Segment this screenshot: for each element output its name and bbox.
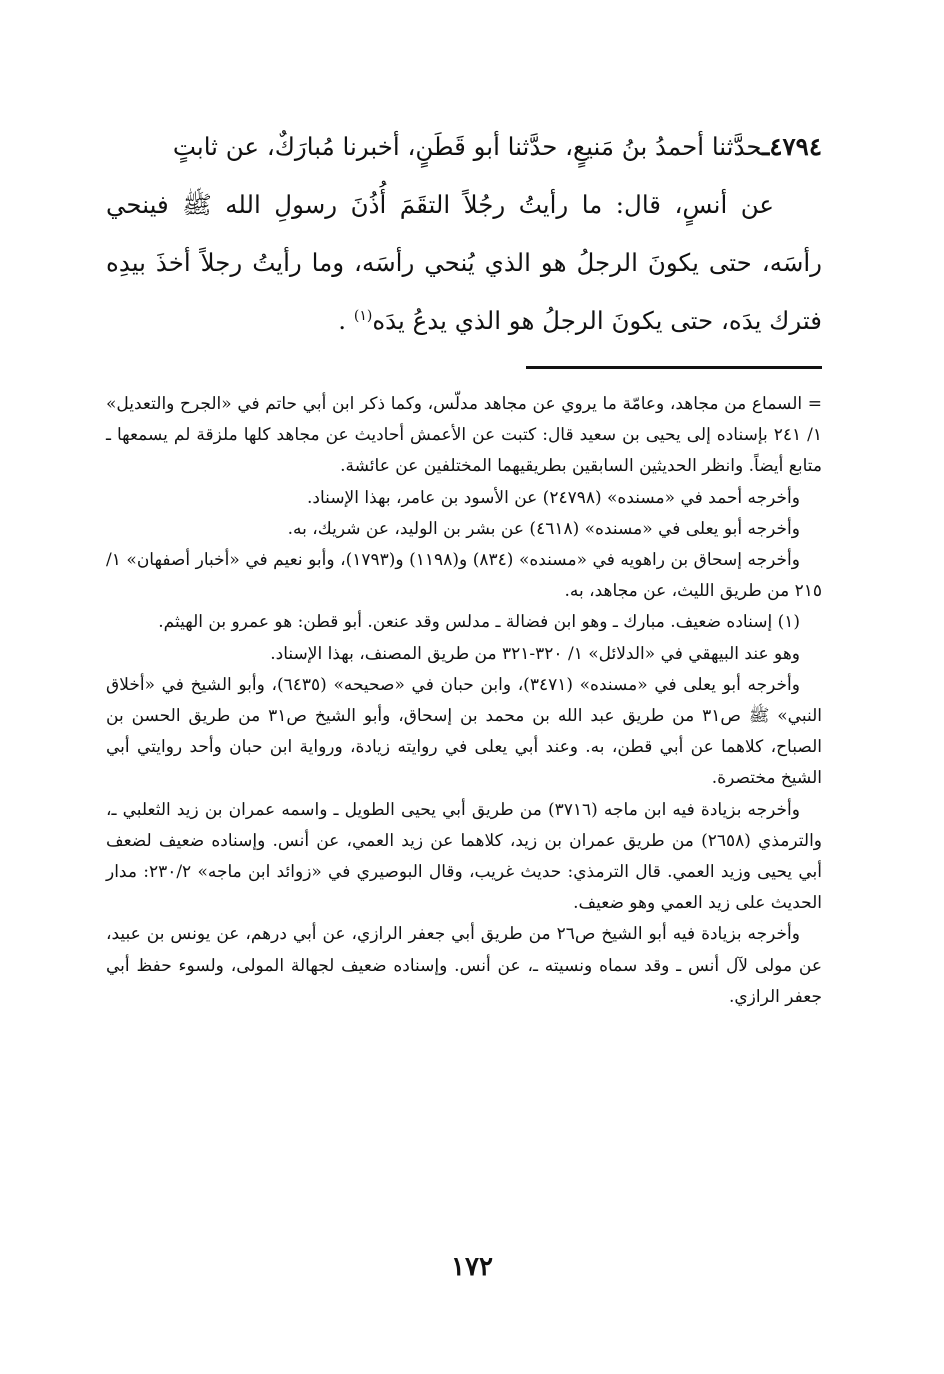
hadith-block xyxy=(106,118,822,350)
hadith-end-mark: . xyxy=(338,306,354,335)
book-page xyxy=(106,118,822,1013)
footnote-paragraph: وأخرجه أبو يعلى في «مسنده» (٤٦١٨) عن بشر بن الوليد، عن شريك، به. xyxy=(287,518,800,539)
hadith-isnad-line xyxy=(106,118,822,176)
hadith-isnad-text: حدَّثنا أحمدُ بنُ مَنيعٍ، حدَّثنا أبو قَطَنٍ، أخبرنا مُبارَكٌ، عن ثابتٍ xyxy=(172,132,763,161)
footnote-reference: (١) xyxy=(353,307,373,324)
footnote-paragraph: وأخرجه بزيادة فيه أبو الشيخ ص٢٦ من طريق أبي جعفر الرازي، عن أبي درهم، عن يونس بن عبيد، عن مولى لآل أنس ـ وقد سماه ونسيته ـ، عن أنس. وإسناده ضعيف لجهالة المولى، ولسوء حفظ أبي جعفر الرازي. xyxy=(106,924,822,1007)
footnote-paragraph: وأخرجه أبو يعلى في «مسنده» (٣٤٧١)، وابن حبان في «صحيحه» (٦٤٣٥)، وأبو الشيخ في «أخلاق النبي» ﷺ ص٣١ من طريق عبد الله بن محمد بن إسحاق، وأبو الشيخ ص٣١ من طريق الحسن بن الصباح، كلاهما عن أبي قطن، به. وعند أبي يعلى في روايته زيادة، ورواية ابن حبان وأحد روايتي أبي الشيخ مختصرة. xyxy=(106,674,823,789)
hadith-matn-text: عن أنسٍ، قال: ما رأيتُ رجُلاً التقَمَ أُذُنَ رسولِ الله ﷺ فينحي رأسَه، حتى يكونَ الرجلُ هو الذي يُنحي رأسَه، وما رأيتُ رجلاً أخذَ بيدِه فترك يدَه، حتى يكونَ الرجلُ هو الذي يدعُ يدَه xyxy=(106,190,822,335)
footnote-paragraph: وأخرجه أحمد في «مسنده» (٢٤٧٩٨) عن الأسود بن عامر، بهذا الإسناد. xyxy=(307,487,800,508)
footnote-continuation: = السماع من مجاهد، وعامّة ما يروي عن مجاهد مدلّس، وكما ذكر ابن أبي حاتم في «الجرح والتعديل» ١/ ٢٤١ بإسناده إلى يحيى بن سعيد قال: كتبت عن الأعمش أحاديث عن مجاهد كلها ملزقة لم يسمعها ـ متابع أيضاً. وانظر الحديثين السابقين بطريقيهما المختلفين عن عائشة. xyxy=(106,394,822,477)
hadith-matn xyxy=(106,176,822,350)
footnote-separator xyxy=(526,366,822,369)
footnote-1: (١) إسناده ضعيف. مبارك ـ وهو ابن فضالة ـ مدلس وقد عنعن. أبو قطن: هو عمرو بن الهيثم. xyxy=(158,612,800,633)
hadith-number: ٤٧٩٤ـ xyxy=(762,132,822,161)
page-number: ١٧٢ xyxy=(451,1252,493,1282)
footnote-paragraph: وأخرجه إسحاق بن راهويه في «مسنده» (٨٣٤) و(١١٩٨) و(١٧٩٣)، وأبو نعيم في «أخبار أصفهان» ١/ ٢١٥ من طريق الليث، عن مجاهد، به. xyxy=(106,550,822,602)
footnote-paragraph: وأخرجه بزيادة فيه ابن ماجه (٣٧١٦) من طريق أبي يحيى الطويل ـ واسمه عمران بن زيد الثعلبي ـ، والترمذي (٢٦٥٨) من طريق عمران بن زيد، كلاهما عن زيد العمي، عن أنس. وإسناده ضعيف لضعف أبي يحيى وزيد العمي. قال الترمذي: حديث غريب، وقال البوصيري في «زوائد ابن ماجه» ٢٣٠/٢: مدار الحديث على زيد العمي وهو ضعيف. xyxy=(106,799,823,914)
footnotes-block xyxy=(106,389,822,1013)
footnote-paragraph: وهو عند البيهقي في «الدلائل» ١/ ٣٢٠-٣٢١ من طريق المصنف، بهذا الإسناد. xyxy=(270,643,800,664)
